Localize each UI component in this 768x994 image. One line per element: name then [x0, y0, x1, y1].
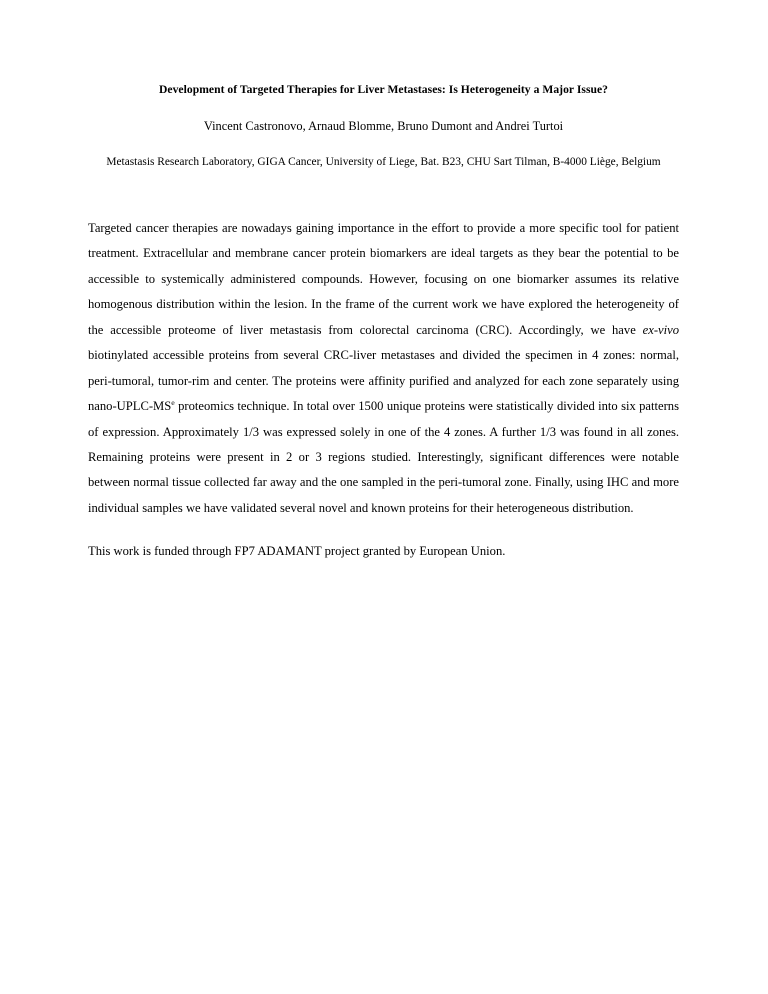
abstract-italic-ex-vivo: ex-vivo: [642, 322, 679, 337]
abstract-text-part-3: proteomics technique. In total over 1500 unique proteins were statistically divided into six patterns of expression. Approximately 1/3 was expressed solely in one of the 4 zones. A further 1/3 was found in all zones. Remaining proteins were present in 2 or 3 regions studied. Interestingly, significant differences were notable between normal tissue collected far away and the one sampled in the peri-tumoral zone. Finally, using IHC and more individual samples we have validated several novel and known proteins for their heterogeneous distribution.: [88, 399, 679, 515]
abstract-text-part-2: biotinylated accessible proteins from several CRC-liver metastases and divided the specimen in 4 zones: normal, peri-tumoral, tumor-rim and center. The proteins were affinity purified and analyzed for each zone separately using nano-UPLC-MS: [88, 348, 679, 414]
funding-statement: This work is funded through FP7 ADAMANT project granted by European Union.: [88, 544, 506, 559]
abstract-superscript-e: e: [171, 397, 175, 407]
page-title: Development of Targeted Therapies for Liver Metastases: Is Heterogeneity a Major Issue?: [158, 83, 609, 96]
affiliation-line: Metastasis Research Laboratory, GIGA Cancer, University of Liege, Bat. B23, CHU Sart Tilman, B-4000 Liège, Belgium: [106, 156, 661, 169]
author-list: Vincent Castronovo, Arnaud Blomme, Bruno Dumont and Andrei Turtoi: [203, 118, 564, 133]
document-content: [88, 0, 679, 565]
abstract-paragraph: [88, 216, 679, 521]
abstract-text-part-1: Targeted cancer therapies are nowadays gaining importance in the effort to provide a more specific tool for patient treatment. Extracellular and membrane cancer protein biomarkers are ideal targets as they bear the potential to be accessible to systemically administered compounds. However, focusing on one biomarker assumes its relative homogenous distribution within the lesion. In the frame of the current work we have explored the heterogeneity of the accessible proteome of liver metastasis from colorectal carcinoma (CRC). Accordingly, we have: [88, 221, 679, 337]
